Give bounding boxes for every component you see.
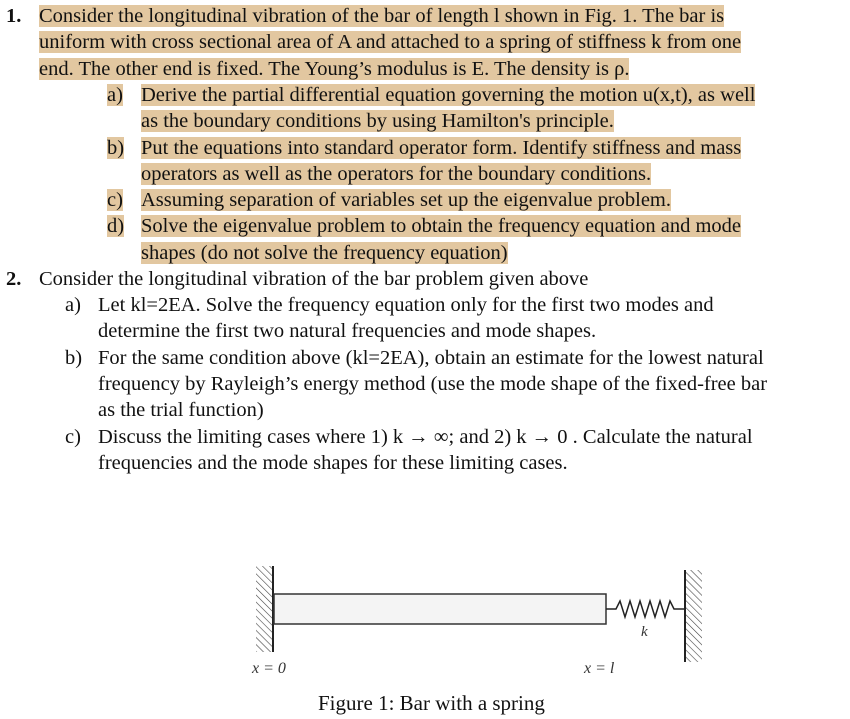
problem-2-line-1: Consider the longitudinal vibration of the bar problem given above [39,268,589,290]
problem-1-part-a-line-1: Derive the partial differential equation governing the motion u(x,t), as well [141,84,756,106]
problem-1-line-2: uniform with cross sectional area of A and attached to a spring of stiffness k from one [39,31,742,53]
problem-1-part-a-line-2: as the boundary conditions by using Hamilton's principle. [141,110,614,132]
problem-2-part-a-label: a) [65,294,81,316]
problem-2-part-b-line-2: frequency by Rayleigh’s energy method (use the mode shape of the fixed-free bar [98,373,768,395]
problem-2-part-a-line-2: determine the first two natural frequencies and mode shapes. [98,320,597,342]
problem-2-part-c-line-1: Discuss the limiting cases where 1) k → ∞; and 2) k → 0 . Calculate the natural [98,426,753,448]
right-wall-hatch [686,570,702,662]
x-l-label: x = l [584,660,615,677]
figure-caption: Figure 1: Bar with a spring [318,691,545,715]
problem-1-part-b-line-1: Put the equations into standard operator form. Identify stiffness and mass [141,137,742,159]
problem-2-part-b-label: b) [65,347,83,369]
problem-1-line-3: end. The other end is fixed. The Young’s modulus is E. The density is ρ. [39,58,630,80]
problem-2-part-c-line-2: frequencies and the mode shapes for these limiting cases. [98,452,568,474]
problem-1-part-d-line-2: shapes (do not solve the frequency equation) [141,242,508,264]
problem-1-part-b-line-2: operators as well as the operators for the boundary conditions. [141,163,652,185]
x-zero-label: x = 0 [252,660,286,677]
spring-label: k [641,624,648,640]
problem-1-part-d-label: d) [107,215,125,237]
problem-1-part-b-label: b) [107,137,125,159]
problem-1-part-a-label: a) [107,84,123,106]
problem-2-part-a-line-1: Let kl=2EA. Solve the frequency equation only for the first two modes and [98,294,714,316]
problem-1-part-c-line-1: Assuming separation of variables set up the eigenvalue problem. [141,189,672,211]
problem-2-part-c-label: c) [65,426,81,448]
bar [274,594,606,624]
problem-2-part-b-line-3: as the trial function) [98,399,264,421]
left-wall-hatch [256,566,272,652]
problem-2-part-b-line-1: For the same condition above (kl=2EA), obtain an estimate for the lowest natural [98,347,764,369]
spring [606,601,684,617]
problem-1-part-d-line-1: Solve the eigenvalue problem to obtain the frequency equation and mode [141,215,742,237]
problem-2-number: 2. [6,268,22,290]
problem-1-part-c-label: c) [107,189,123,211]
problem-1-number: 1. [6,5,22,27]
problem-1-line-1: Consider the longitudinal vibration of the bar of length l shown in Fig. 1. The bar is [39,5,725,27]
